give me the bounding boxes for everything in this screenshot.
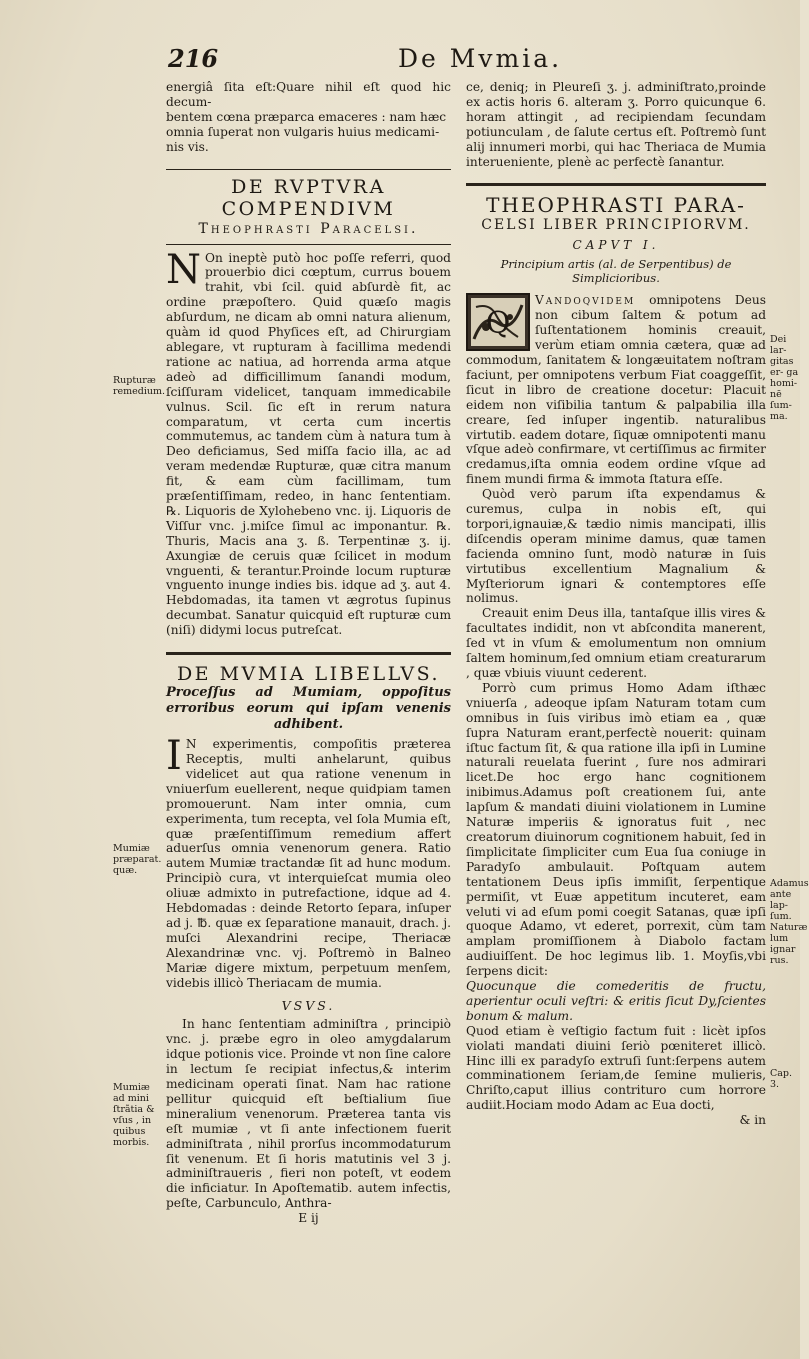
margin-note-mumia-praeparat: Mumiæ præparat. quæ. <box>113 843 162 876</box>
right-intro: ce, deniq; in Pleureſi ʒ. j. adminiſtrato,proinde ex actis horis 6. alteram ʒ. Porro quicunque 6. horam attingit , ad recipiendam ſecundam potiunculam , de ſalute certus eſt. Poſtremò ſunt alij innumeri morbi, qui hac Theriaca de Mumia interueniente, plenè ac perfectè ſanantur. <box>466 80 766 169</box>
divider <box>166 169 451 170</box>
intro-line: energiâ ſita eſt:Quare nihil eſt quod hic decum- <box>166 80 451 109</box>
section-body-mumia: N experimentis, compoſitis præterea Receptis, multi anhelarunt, quibus videlicet aut qua ratione venenum in vniuerſum euellerent, neque quidpiam tamen promouerunt. Nam inter omnia, cum experimenta, tum recepta, vel ſola Mumia eſt, quæ præſentiſſimum remedium affert aduerſus omnia venenorum genera. Ratio autem Mumiæ tractandæ ſit ad hunc modum. Principiò cura, vt interquieſcat mumia oleo oliuæ admixto in putrefactione, idque ad 4. Hebdomadas : deinde Retorto ſepara, inſuper ad j. ℔. quæ ex ſeparatione manauit, drach. j. muſci Alexandrini recipe, Theriacæ Alexandrinæ vnc. vj. Poſtremò in Balneo Mariæ digere mixtum, perpetuum menſem, videbis illicò Theriacam de mumia. <box>166 737 451 990</box>
section-heading-principiorum-2: CELSI LIBER PRINCIPIORVM. <box>481 217 751 234</box>
section-subheading-principiorum: Principium artis (al. de Serpentibus) de Simplicioribus. <box>500 257 732 286</box>
section-body-principiorum: omnipotens Deus non cibum ſaltem & potum ad ſuſtentationem hominis creauit, verùm etiam omnia cætera, quæ ad commodum, ſanitatem & longæuitatem noſtram faciunt, per omnipotens verbum Fiat coaggeſſit, ſicut in libro de creatione docetur: Placuit eidem non viſibilia tantum & palpabilia illa creare, ſed inſuper ingentib. naturalibus virtutib. eadem dotare, ſiquæ omnipotenti manu vſque adeò confirmare, vt certiſſimus ac firmiter credamus,iſta omnia eodem ordine vſque ad finem mundi firma & immota ſtatura eſſe. <box>466 293 766 487</box>
margin-note-dei-largitas: Dei lar- gitas er- ga homi- nē ſum- ma. <box>770 334 799 422</box>
paragraph-2: Quòd verò parum iſta expendamus & curemus, culpa in nobis eſt, qui torpori,ignauiæ,& tædio nimis mancipati, illis diſcendis operam minime damus, quæ tamen facienda omnino ſunt, modò naturæ in ſuis virtutibus excellentium Magnalium & Myſteriorum ignari & contemptores eſſe nolimus. <box>466 487 766 606</box>
intro-line: bentem cœna præparca emaceres : nam hæc <box>166 109 447 124</box>
margin-note-mumiae-administratio: Mumiæ ad mini ſtrãtia & vſus , in quibus morbis. <box>113 1082 155 1148</box>
ornamental-initial-icon <box>466 293 530 351</box>
right-column <box>466 80 766 1128</box>
caput-label: CAPVT I. <box>572 238 660 253</box>
dropcap-i: I <box>166 733 182 780</box>
divider <box>166 652 451 655</box>
vsvs-label: VSVS. <box>281 997 336 1013</box>
divider <box>166 244 451 245</box>
left-column <box>166 80 451 1226</box>
section-subheading-mumia: Proceſſus ad Mumiam, oppoſitus erroribus eorum qui ipſam venenis adhibent. <box>166 685 451 733</box>
paragraph-4: Porrò cum primus Homo Adam iſthæc vniuerſa , adeoque ipſam Naturam totam cum omnibus in ſuis viribus imò etiam ea , quæ ſupra Naturam erant,perfectè nouerit: quinam iſtuc factum ſit, & qua ratione illa ipſi in Lumine naturali reuelata fuerint , ſure nos admirari licet.De hoc ergo hanc cognitionem inibimus.Adamus poſt creationem ſui, ante lapſum & mandati diuini violationem in Lumine Naturæ imperiis & ignoratus fuit , nec creatorum diuinorum cognitionem habuit, ſed in ſimplicitate ſimpliciter cum Eua ſua coniuge in Paradyſo ambulauit. Poſtquam autem tentationem Deus ipſis immiſit, ſerpentique permiſit, vt Euæ appetitum incuteret, eam veluti vi ad eſum pomi coegit Satanas, quæ ipſi quoque Adamo, vt ederet, porrexit, cùm tam amplam promiſſionem à Diabolo factam audiuiſſent. De hoc legimus lib. 1. Moyſis,vbi ſerpens dicit: <box>466 680 766 979</box>
divider <box>466 183 766 186</box>
intro-line: nis vis. <box>166 139 209 154</box>
margin-note-cap3: Cap. 3. <box>770 1068 793 1090</box>
dropcap-n: N <box>166 246 201 293</box>
section-heading-principiorum: THEOPHRASTI PARA- <box>486 193 746 218</box>
margin-note-rupturae: Rupturæ remedium. <box>113 375 166 397</box>
catchword: & in <box>739 1113 766 1128</box>
vsvs-body: In hanc ſententiam adminiſtra , principiò vnc. j. præbe egro in oleo amygdalarum idque potionis vice. Proinde vt non ſine calore in lectum ſe recipiat infectus,& interim medicinam operati ſinat. Nam hac ratione pellitur quicquid eſt beſtialium ſiue mineralium venenorum. Præterea tanta vis eſt mumiæ , vt ſi ante infectionem fuerit adminiſtrata , nihil prorſus incommodaturum ſit venenum. Et ſi horis matutinis vel 3 j. adminiſtraueris , fieri non poteſt, vt eodem die inficiatur. In Apoſtematib. autem infectis, peſte, Carbunculo, Anthra- <box>166 1017 451 1211</box>
section-heading-ruptura: DE RVPTVRA COMPENDIVM <box>221 175 396 220</box>
paragraph-5: Quod etiam è veſtigio factum fuit : licèt ipſos violati mandati diuini ſeriò pœniteret illicò. Hinc illi ex paradyſo extruſi ſunt:ſerpens autem comminationem ſeriam,de ſemine mulieris, Chriſto,caput illius contrituro cum horrore audiit.Hociam modo Adam ac Eua docti, <box>466 1023 766 1113</box>
page-number: 216 <box>168 44 219 73</box>
running-title: De Mvmia. <box>398 44 563 73</box>
margin-note-adamus: Adamus ante lap- ſum. Naturæ lum ignar rus. <box>770 878 809 966</box>
intro-line: omnia ſuperat non vulgaris huius medicami- <box>166 124 440 139</box>
scripture-quote: Quocunque die comederitis de fructu, aperientur oculi veſtri: & eritis ſicut Dy,ſcientes bonum & malum. <box>466 979 766 1023</box>
signature-mark: E ij <box>298 1211 319 1226</box>
section-heading-mumia: DE MVMIA LIBELLVS. <box>176 663 441 686</box>
section-subheading-ruptura: Theophrasti Paracelsi. <box>198 220 419 237</box>
lead-word: Vandoqvidem <box>535 293 636 308</box>
running-head <box>0 44 800 78</box>
svg-text:Q: Q <box>485 306 511 342</box>
paragraph-3: Creauit enim Deus illa, tantaſque illis vires & facultates indidit, non vt abſcondita manerent, ſed vt in vſum & emolumentum non omnium ſaltem hominum,ſed omnium etiam creaturarum , quæ vbiuis viuunt cederent. <box>466 606 766 680</box>
section-body-ruptura: On ineptè putò hoc poſſe referri, quod prouerbio dici cœptum, currus bouem trahit, vbi ſcil. quid abſurdè fit, ac ordine præpoſtero. Quid quæſo magis abſurdum, ne dicam ab omni natura alienum, quàm id quod Phyſices eſt, ad Chirurgiam ablegare, vt rupturam à facillima medendi ratione ac natiua, ad horrenda arma atque adeò ad difficillimum ſanandi modum, ſciſſuram videlicet, tanquam immedicabile vulnus. Scil. ſic eſt in rerum natura comparatum, vt certa cum incertis commutemus, ac tandem cùm à natura tum à Deo deficiamus, Sed miſſa facio illa, ac ad veram medendæ Rupturæ, quæ citra manum fit, & eam cùm facillimam, tum præſentiſſimam, redeo, in hanc ſententiam. ℞. Liquoris de Xylohebeno vnc. ij. Liquoris de Viſſur vnc. j.miſce ſimul ac imponantur. ℞. Thuris, Macis ana ʒ. ß. Terpentinæ ʒ. ij. Axungiæ de ceruis quæ ſcilicet in modum vnguenti, & terantur.Proinde locum rupturæ vnguento inunge indies bis. idque ad ʒ. aut 4. Hebdomadas, ita tamen vt ægrotus ſupinus decumbat. Sanatur quicquid eſt rupturæ cum (niſi) didymi locus putreſcat. <box>166 250 451 638</box>
